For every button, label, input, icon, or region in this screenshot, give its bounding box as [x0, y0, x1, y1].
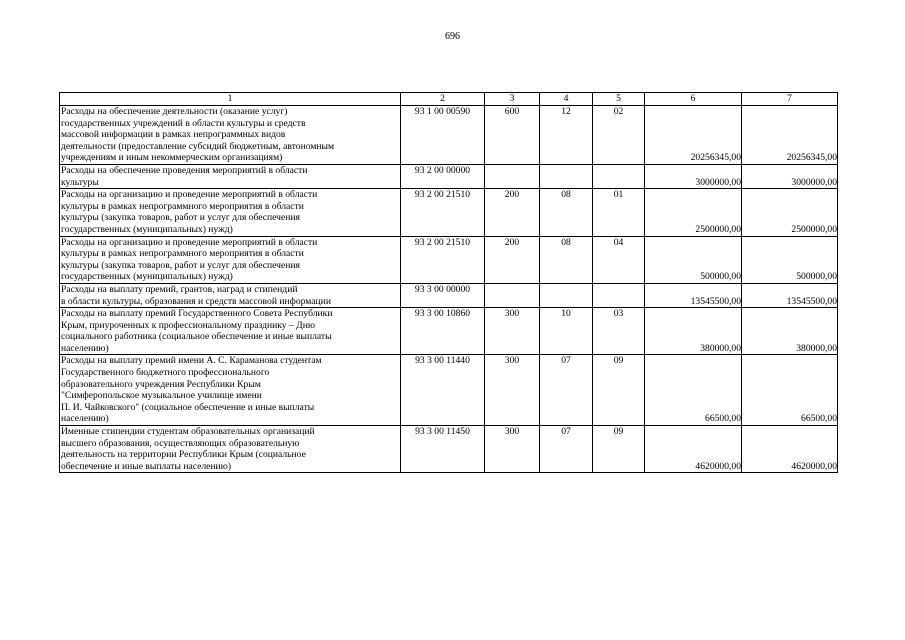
column-header: 6 [645, 93, 742, 106]
row-description: Расходы на обеспечение деятельности (оказание услуг) государственных учреждений в области культуры и средств массовой информации в рамках непрограммных видов деятельности (предоставление субсидий бюджетным, автономным учреждениям и иным некоммерческим организациям) [60, 106, 401, 165]
row-expense-type: 600 [485, 106, 540, 165]
row-code: 93 3 00 11450 [401, 426, 485, 473]
table-row [60, 236, 838, 283]
row-code: 93 2 00 00000 [401, 164, 485, 188]
row-amount-col6: 13545500,00 [645, 283, 742, 307]
row-description: Расходы на организацию и проведение мероприятий в области культуры в рамках непрограммного мероприятия в области культуры (закупка товаров, работ и услуг для обеспечения государственных (муниципальных) нужд) [60, 236, 401, 283]
column-header: 1 [60, 93, 401, 106]
row-amount-col6: 3000000,00 [645, 164, 742, 188]
row-section: 07 [540, 355, 593, 426]
column-header: 5 [593, 93, 645, 106]
row-expense-type: 300 [485, 426, 540, 473]
row-description: Именные стипендии студентам образовательных организаций высшего образования, осуществляющих образовательную деятельность на территории Республики Крым (социальное обеспечение и иные выплаты населению) [60, 426, 401, 473]
row-expense-type [485, 164, 540, 188]
row-subsection: 09 [593, 426, 645, 473]
row-expense-type: 300 [485, 308, 540, 355]
row-section: 12 [540, 106, 593, 165]
budget-table [59, 92, 838, 473]
row-expense-type: 200 [485, 236, 540, 283]
row-description: Расходы на обеспечение проведения мероприятий в области культуры [60, 164, 401, 188]
table-row [60, 355, 838, 426]
row-description: Расходы на выплату премий имени А. С. Караманова студентам Государственного бюджетного профессионального образовательного учреждения Республики Крым "Симферопольское музыкальное училище имени П. И. Чайковского" (социальное обеспечение и иные выплаты населению) [60, 355, 401, 426]
row-description: Расходы на выплату премий Государственного Совета Республики Крым, приуроченных к профессиональному празднику – Дню социального работника (социальное обеспечение и иные выплаты населению) [60, 308, 401, 355]
row-code: 93 3 00 00000 [401, 283, 485, 307]
column-header: 4 [540, 93, 593, 106]
table-header-row [60, 93, 838, 106]
row-amount-col7: 4620000,00 [742, 426, 838, 473]
row-amount-col7: 3000000,00 [742, 164, 838, 188]
row-code: 93 2 00 21510 [401, 236, 485, 283]
page-number: 696 [445, 31, 460, 42]
row-section: 10 [540, 308, 593, 355]
row-description: Расходы на выплату премий, грантов, наград и стипендий в области культуры, образования и средств массовой информации [60, 283, 401, 307]
row-amount-col7: 20256345,00 [742, 106, 838, 165]
row-subsection [593, 164, 645, 188]
row-expense-type: 300 [485, 355, 540, 426]
row-section: 07 [540, 426, 593, 473]
row-section: 08 [540, 189, 593, 236]
row-amount-col6: 66500,00 [645, 355, 742, 426]
row-amount-col6: 380000,00 [645, 308, 742, 355]
column-header: 2 [401, 93, 485, 106]
row-amount-col7: 500000,00 [742, 236, 838, 283]
row-expense-type: 200 [485, 189, 540, 236]
row-subsection: 02 [593, 106, 645, 165]
row-amount-col7: 2500000,00 [742, 189, 838, 236]
column-header: 3 [485, 93, 540, 106]
table-row [60, 426, 838, 473]
row-code: 93 3 00 11440 [401, 355, 485, 426]
table-row [60, 283, 838, 307]
row-section [540, 283, 593, 307]
row-section [540, 164, 593, 188]
row-amount-col7: 66500,00 [742, 355, 838, 426]
table-body [60, 93, 838, 473]
row-subsection: 04 [593, 236, 645, 283]
table-row [60, 106, 838, 165]
row-code: 93 1 00 00590 [401, 106, 485, 165]
row-subsection: 09 [593, 355, 645, 426]
table-row [60, 308, 838, 355]
row-code: 93 2 00 21510 [401, 189, 485, 236]
row-description: Расходы на организацию и проведение мероприятий в области культуры в рамках непрограммного мероприятия в области культуры (закупка товаров, работ и услуг для обеспечения государственных (муниципальных) нужд) [60, 189, 401, 236]
row-subsection [593, 283, 645, 307]
row-code: 93 3 00 10860 [401, 308, 485, 355]
row-amount-col7: 13545500,00 [742, 283, 838, 307]
row-amount-col7: 380000,00 [742, 308, 838, 355]
row-section: 08 [540, 236, 593, 283]
table-row [60, 164, 838, 188]
row-amount-col6: 2500000,00 [645, 189, 742, 236]
row-expense-type [485, 283, 540, 307]
row-subsection: 03 [593, 308, 645, 355]
row-amount-col6: 20256345,00 [645, 106, 742, 165]
row-amount-col6: 500000,00 [645, 236, 742, 283]
column-header: 7 [742, 93, 838, 106]
row-amount-col6: 4620000,00 [645, 426, 742, 473]
table-row [60, 189, 838, 236]
row-subsection: 01 [593, 189, 645, 236]
